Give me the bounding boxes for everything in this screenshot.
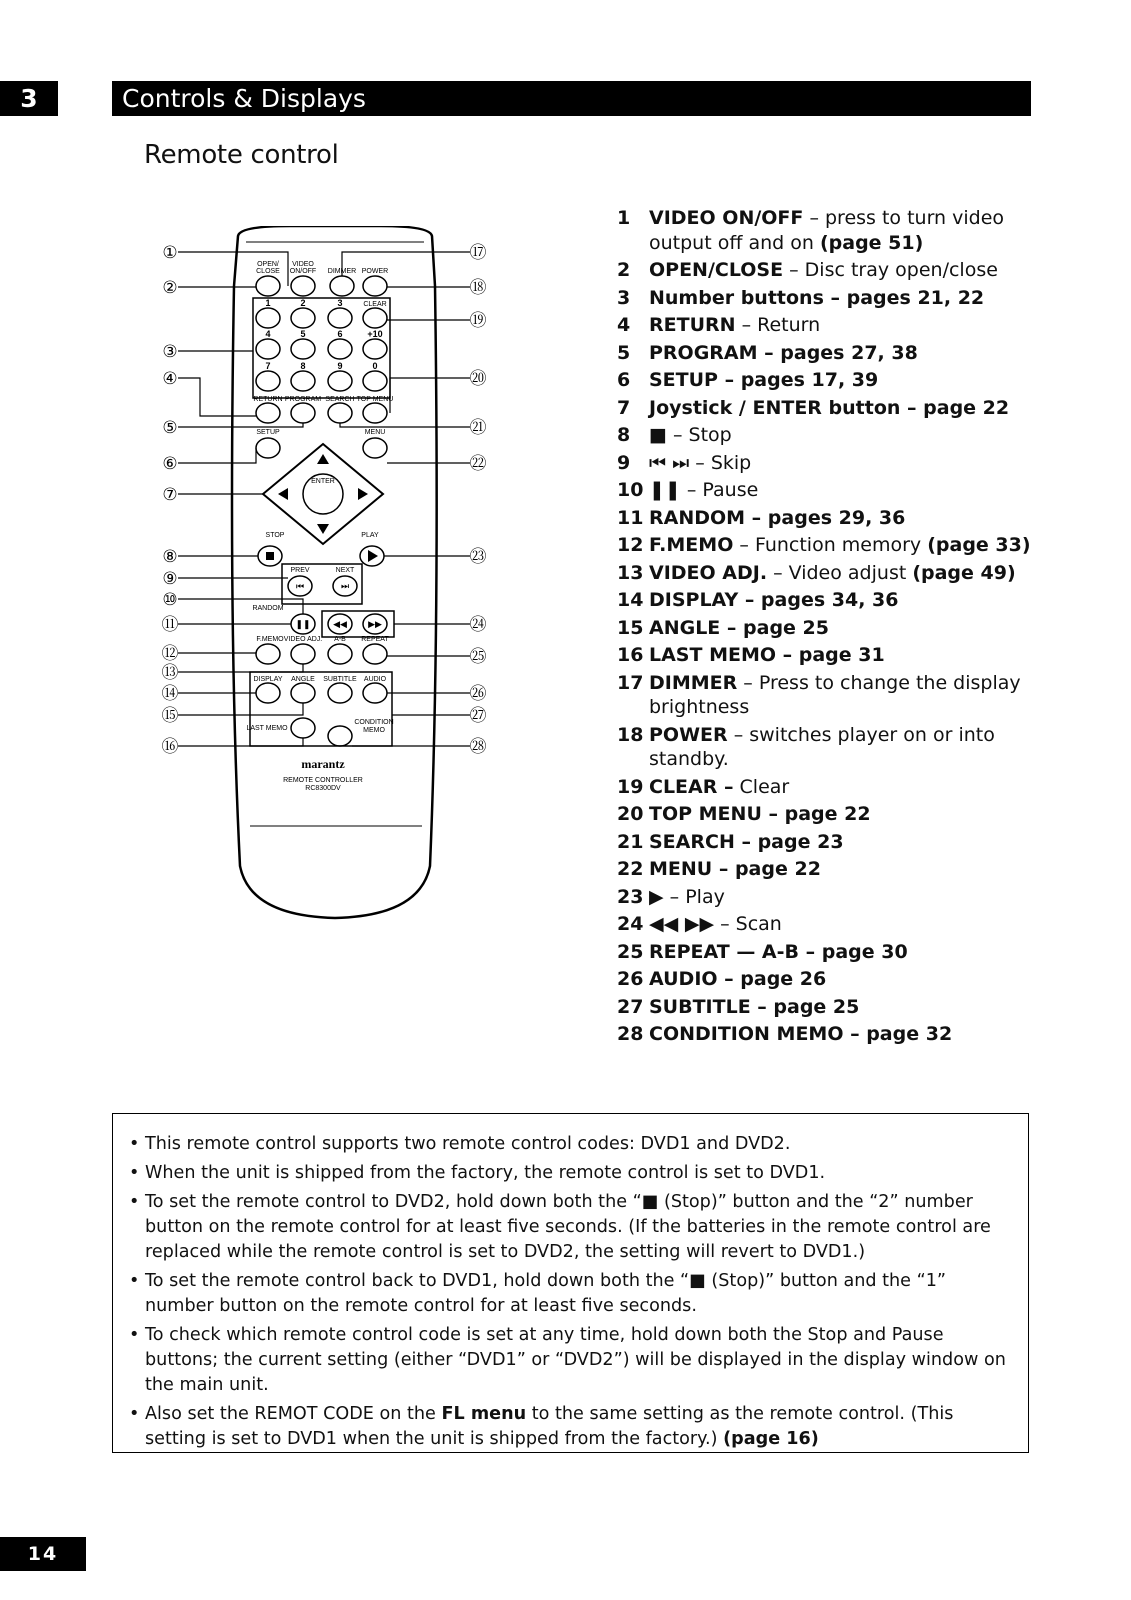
legend-text: ◀◀ ▶▶ – Scan: [649, 913, 782, 935]
legend-number: 19: [617, 775, 644, 798]
repeat-button: [363, 644, 387, 664]
legend-number: 20: [617, 803, 644, 825]
legend-item: [617, 857, 1037, 882]
svg-text:4: 4: [265, 329, 271, 339]
legend-item: [617, 533, 1037, 558]
audio-button: [363, 683, 387, 703]
callout-24: ㉔: [469, 615, 487, 635]
svg-text:AUDIO: AUDIO: [363, 676, 387, 683]
num-8-button: [291, 371, 315, 391]
legend-item: [617, 286, 1037, 311]
legend-number: 1: [617, 207, 631, 229]
condition-memo-button: [328, 726, 352, 746]
power-button: [363, 276, 387, 296]
svg-text:SEARCH: SEARCH: [325, 396, 355, 403]
legend-item: [617, 313, 1037, 338]
legend-item: [617, 478, 1037, 503]
legend-item: [617, 588, 1037, 613]
svg-text:7: 7: [265, 361, 271, 371]
clear-button: [363, 308, 387, 328]
legend-item: [617, 912, 1037, 937]
note-item: • Also set the REMOT CODE on the FL menu to the same setting as the remote control. (This setting is set to DVD1 when the unit is shipped from the factory.) (page 16): [129, 1402, 1010, 1452]
svg-text:6: 6: [337, 329, 343, 339]
svg-text:F.MEMO: F.MEMO: [256, 636, 284, 643]
legend-number: 16: [617, 644, 644, 666]
callout-23: ㉓: [469, 547, 487, 567]
legend-item: [617, 616, 1037, 641]
svg-text:⏭: ⏭: [340, 581, 350, 591]
svg-text:LAST MEMO: LAST MEMO: [246, 725, 288, 732]
callout-6: ⑥: [162, 454, 178, 474]
legend-number: 18: [617, 723, 644, 746]
legend-number: 6: [617, 369, 631, 391]
button-legend: [617, 206, 1037, 1050]
svg-text:PLAY: PLAY: [361, 532, 379, 539]
open-close-button: [256, 276, 280, 296]
note-item: • This remote control supports two remote control codes: DVD1 and DVD2.: [129, 1132, 1010, 1157]
legend-number: 21: [617, 830, 644, 853]
legend-text: ANGLE – page 25: [649, 616, 829, 639]
remote-body: [232, 226, 437, 918]
legend-item: [617, 885, 1037, 910]
svg-text:marantz: marantz: [301, 757, 345, 771]
ab-button: [328, 644, 352, 664]
note-item: • To set the remote control to DVD2, hold down both the “■ (Stop)” button and the “2” number button on the remote control for at least five seconds. (If the batteries in the remote control are replaced while the remote control is set to DVD2, the setting will revert to DVD1.): [129, 1190, 1010, 1265]
callout-10: ⑩: [162, 590, 178, 610]
svg-text:SETUP: SETUP: [256, 429, 280, 436]
legend-text: VIDEO ON/OFF – press to turn video output off and on (page 51): [649, 207, 1005, 254]
callout-12: ⑫: [161, 644, 179, 664]
legend-item: [617, 506, 1037, 531]
legend-item: [617, 967, 1037, 992]
svg-text:⏮: ⏮: [295, 581, 305, 591]
svg-text:PROGRAM: PROGRAM: [284, 396, 322, 403]
svg-text:+10: +10: [367, 329, 383, 339]
page-number: 14: [0, 1537, 86, 1571]
note-item: • To check which remote control code is set at any time, hold down both the Stop and Pause buttons; the current setting (either “DVD1” or “DVD2”) will be displayed in the display window on the main unit.: [129, 1323, 1010, 1398]
svg-text:1: 1: [265, 298, 271, 308]
legend-text: VIDEO ADJ. – Video adjust (page 49): [649, 561, 1016, 584]
callout-4: ④: [162, 369, 178, 389]
svg-text:ON/OFF: ON/OFF: [289, 268, 317, 275]
svg-text:MENU: MENU: [364, 429, 386, 436]
svg-text:OPEN/: OPEN/: [257, 261, 279, 268]
legend-number: 8: [617, 424, 631, 446]
svg-text:9: 9: [337, 361, 343, 371]
program-button: [291, 403, 315, 423]
callout-2: ②: [162, 278, 178, 298]
legend-text: DISPLAY – pages 34, 36: [649, 589, 899, 611]
svg-text:MEMO: MEMO: [363, 727, 385, 734]
num-6-button: [328, 339, 352, 359]
fmemo-button: [256, 644, 280, 664]
callout-8: ⑧: [162, 547, 178, 567]
callout-20: ⑳: [469, 369, 487, 389]
legend-text: REPEAT — A-B – page 30: [649, 940, 908, 963]
svg-text:TOP MENU: TOP MENU: [356, 396, 394, 403]
legend-text: LAST MEMO – page 31: [649, 644, 885, 666]
legend-text: CLEAR – Clear: [649, 775, 790, 798]
remote-code-notes: [112, 1113, 1029, 1453]
callout-14: ⑭: [161, 684, 179, 704]
legend-number: 27: [617, 995, 644, 1018]
legend-number: 26: [617, 968, 644, 990]
svg-text:POWER: POWER: [361, 268, 389, 275]
num-3-button: [328, 308, 352, 328]
legend-item: [617, 643, 1037, 668]
legend-number: 3: [617, 286, 631, 309]
legend-item: [617, 830, 1037, 855]
setup-button: [256, 438, 280, 458]
svg-text:0: 0: [372, 361, 378, 371]
svg-text:REMOTE CONTROLLER: REMOTE CONTROLLER: [283, 777, 363, 784]
num-4-button: [256, 339, 280, 359]
callout-28: ㉘: [469, 737, 487, 757]
legend-number: 23: [617, 885, 644, 908]
num-9-button: [328, 371, 352, 391]
svg-text:DISPLAY: DISPLAY: [253, 676, 283, 683]
legend-item: [617, 396, 1037, 421]
legend-text: Joystick / ENTER button – page 22: [649, 396, 1010, 419]
svg-text:SUBTITLE: SUBTITLE: [323, 676, 357, 683]
legend-item: [617, 940, 1037, 965]
num-1-button: [256, 308, 280, 328]
legend-number: 15: [617, 616, 644, 639]
legend-number: 5: [617, 341, 631, 364]
top-menu-button: [363, 403, 387, 423]
svg-text:8: 8: [300, 361, 306, 371]
svg-text:3: 3: [337, 298, 343, 308]
video-onoff-button: [291, 276, 315, 296]
legend-text: ❚❚ – Pause: [649, 479, 759, 501]
return-button: [256, 403, 280, 423]
svg-text:STOP: STOP: [265, 532, 285, 539]
dimmer-button: [330, 276, 354, 296]
legend-item: [617, 775, 1037, 800]
legend-item: [617, 451, 1037, 476]
legend-item: [617, 1022, 1037, 1047]
callout-13: ⑬: [161, 663, 179, 683]
video-adj-button: [291, 644, 315, 664]
svg-text:ANGLE: ANGLE: [291, 676, 315, 683]
legend-number: 9: [617, 451, 631, 474]
svg-text:❚❚: ❚❚: [295, 619, 311, 629]
legend-text: SETUP – pages 17, 39: [649, 369, 879, 391]
remote-control-diagram: [160, 226, 520, 946]
legend-number: 12: [617, 534, 644, 556]
legend-text: Number buttons – pages 21, 22: [649, 286, 985, 309]
svg-text:▶▶: ▶▶: [368, 619, 382, 629]
display-button: [256, 683, 280, 703]
legend-number: 11: [617, 506, 644, 529]
svg-text:RETURN: RETURN: [253, 396, 283, 403]
svg-text:CLEAR: CLEAR: [363, 301, 387, 308]
legend-item: [617, 671, 1037, 720]
svg-text:CONDITION: CONDITION: [354, 719, 394, 726]
legend-text: RETURN – Return: [649, 314, 821, 336]
callout-25: ㉕: [469, 647, 487, 667]
callout-26: ㉖: [469, 684, 487, 704]
note-item: • To set the remote control back to DVD1, hold down both the “■ (Stop)” button and the “1” number button on the remote control for at least five seconds.: [129, 1269, 1010, 1319]
svg-text:VIDEO: VIDEO: [292, 261, 314, 268]
legend-item: [617, 206, 1037, 255]
chapter-number: 3: [0, 81, 58, 116]
callout-9: ⑨: [162, 569, 178, 589]
svg-text:A-B: A-B: [334, 636, 346, 643]
subtitle-button: [328, 683, 352, 703]
num-0-button: [363, 371, 387, 391]
callout-19: ⑲: [469, 311, 487, 331]
legend-text: ⏮ ⏭ – Skip: [649, 451, 752, 474]
svg-text:ENTER: ENTER: [311, 478, 335, 485]
legend-item: [617, 258, 1037, 283]
callout-18: ⑱: [469, 278, 487, 298]
legend-number: 25: [617, 940, 644, 963]
callout-16: ⑯: [161, 737, 179, 757]
legend-text: SEARCH – page 23: [649, 830, 844, 853]
callout-5: ⑤: [162, 418, 178, 438]
angle-button: [291, 683, 315, 703]
legend-number: 10: [617, 479, 644, 501]
note-item: • When the unit is shipped from the factory, the remote control is set to DVD1.: [129, 1161, 1010, 1186]
callout-22: ㉒: [469, 454, 487, 474]
svg-text:DIMMER: DIMMER: [327, 268, 357, 275]
legend-text: ■ – Stop: [649, 424, 732, 446]
legend-item: [617, 341, 1037, 366]
legend-item: [617, 561, 1037, 586]
callout-21: ㉑: [469, 418, 487, 438]
num-5-button: [291, 339, 315, 359]
svg-text:5: 5: [300, 329, 306, 339]
legend-text: OPEN/CLOSE – Disc tray open/close: [649, 259, 998, 281]
svg-text:RANDOM: RANDOM: [252, 605, 284, 612]
section-title: Remote control: [144, 140, 339, 170]
legend-text: SUBTITLE – page 25: [649, 995, 860, 1018]
callout-15: ⑮: [161, 706, 179, 726]
search-button: [328, 403, 352, 423]
legend-item: [617, 995, 1037, 1020]
svg-text:RC8300DV: RC8300DV: [305, 785, 341, 792]
callout-11: ⑪: [161, 615, 179, 635]
legend-item: [617, 723, 1037, 772]
svg-text:VIDEO ADJ.: VIDEO ADJ.: [283, 636, 323, 643]
legend-number: 2: [617, 259, 631, 281]
legend-text: PROGRAM – pages 27, 38: [649, 341, 918, 364]
svg-text:◀◀: ◀◀: [333, 619, 347, 629]
num-7-button: [256, 371, 280, 391]
svg-text:NEXT: NEXT: [335, 567, 355, 574]
callout-17: ⑰: [469, 243, 487, 263]
legend-number: 17: [617, 671, 644, 694]
legend-number: 4: [617, 314, 631, 336]
svg-text:2: 2: [300, 298, 306, 308]
legend-number: 24: [617, 913, 644, 935]
svg-text:REPEAT: REPEAT: [361, 636, 389, 643]
legend-text: POWER – switches player on or into standby.: [649, 723, 995, 770]
legend-item: [617, 423, 1037, 448]
svg-text:CLOSE: CLOSE: [256, 268, 280, 275]
callout-3: ③: [162, 342, 178, 362]
legend-text: CONDITION MEMO – page 32: [649, 1023, 953, 1045]
legend-number: 14: [617, 589, 644, 611]
menu-button: [363, 438, 387, 458]
legend-text: AUDIO – page 26: [649, 968, 827, 990]
legend-text: RANDOM – pages 29, 36: [649, 506, 906, 529]
legend-text: ▶ – Play: [649, 885, 725, 908]
legend-number: 28: [617, 1023, 644, 1045]
joystick-arrows: [266, 454, 378, 562]
svg-text:PREV: PREV: [290, 567, 310, 574]
legend-item: [617, 802, 1037, 827]
callout-7: ⑦: [162, 485, 178, 505]
legend-number: 13: [617, 561, 644, 584]
last-memo-button: [291, 718, 315, 738]
num-2-button: [291, 308, 315, 328]
num-plus10-button: [363, 339, 387, 359]
chapter-title: Controls & Displays: [112, 81, 1031, 116]
legend-text: DIMMER – Press to change the display brightness: [649, 671, 1021, 718]
legend-number: 22: [617, 858, 644, 880]
callout-27: ㉗: [469, 706, 487, 726]
callout-1: ①: [162, 243, 178, 263]
legend-number: 7: [617, 396, 631, 419]
legend-text: MENU – page 22: [649, 858, 821, 880]
legend-item: [617, 368, 1037, 393]
legend-text: F.MEMO – Function memory (page 33): [649, 534, 1031, 556]
legend-text: TOP MENU – page 22: [649, 803, 871, 825]
